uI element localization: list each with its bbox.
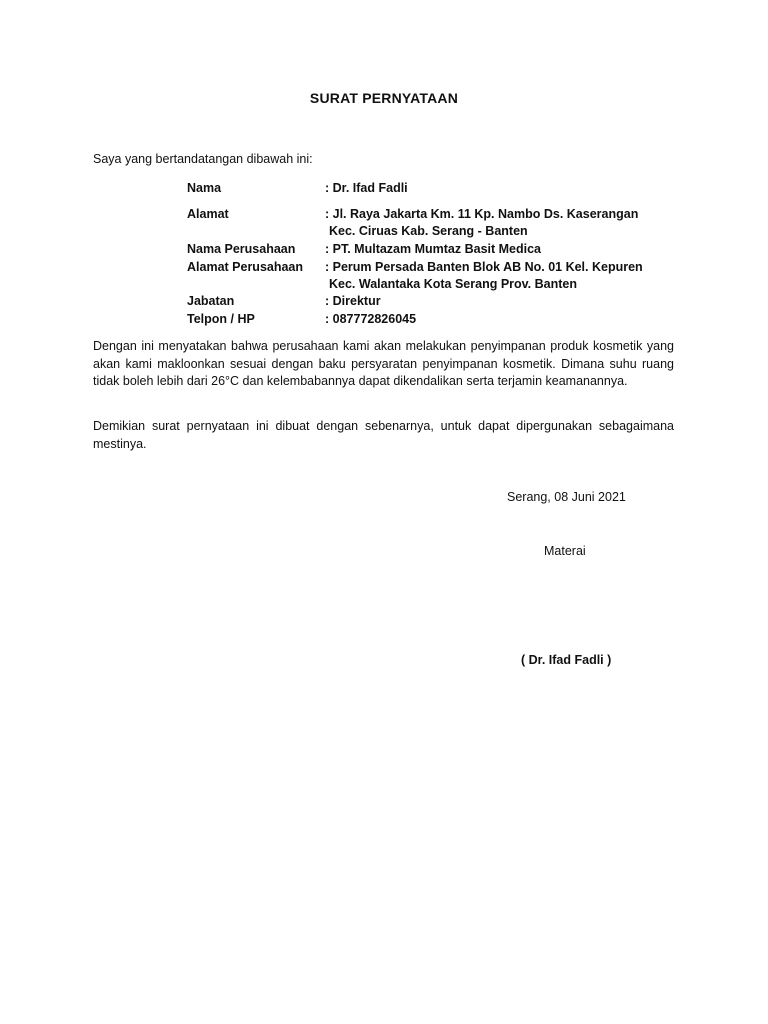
document-title: SURAT PERNYATAAN <box>309 90 459 106</box>
field-value-continued: Kec. Ciruas Kab. Serang - Banten <box>329 224 528 238</box>
field-value: : Jl. Raya Jakarta Km. 11 Kp. Nambo Ds. Kaserangan <box>325 207 639 221</box>
field-label: Nama <box>187 181 222 195</box>
field-value: : 087772826045 <box>325 312 417 326</box>
materai-label: Materai <box>544 544 586 558</box>
field-value: : Perum Persada Banten Blok AB No. 01 Kel. Kepuren <box>325 260 643 274</box>
field-label: Nama Perusahaan <box>187 242 296 256</box>
field-value: : Dr. Ifad Fadli <box>325 181 408 195</box>
intro-text: Saya yang bertandatangan dibawah ini: <box>93 152 313 166</box>
field-value: : Direktur <box>325 294 381 308</box>
field-label: Telpon / HP <box>187 312 255 326</box>
statement-paragraph: Dengan ini menyatakan bahwa perusahaan kami akan melakukan penyimpanan produk kosmetik yang akan kami makloonkan sesuai dengan baku persyaratan penyimpanan kosmetik. Dimana suhu ruang tidak boleh lebih dari 26°C dan kelembabannya dapat dikendalikan serta terjamin keamanannya. <box>93 339 674 388</box>
field-label: Alamat Perusahaan <box>187 260 304 274</box>
place-date: Serang, 08 Juni 2021 <box>507 490 626 504</box>
closing-paragraph: Demikian surat pernyataan ini dibuat dengan sebenarnya, untuk dapat dipergunakan sebagaimana mestinya. <box>93 419 674 451</box>
field-label: Jabatan <box>187 294 235 308</box>
field-label: Alamat <box>187 207 229 221</box>
signatory-name: ( Dr. Ifad Fadli ) <box>521 653 612 667</box>
field-value: : PT. Multazam Mumtaz Basit Medica <box>325 242 542 256</box>
field-value-continued: Kec. Walantaka Kota Serang Prov. Banten <box>329 277 577 291</box>
